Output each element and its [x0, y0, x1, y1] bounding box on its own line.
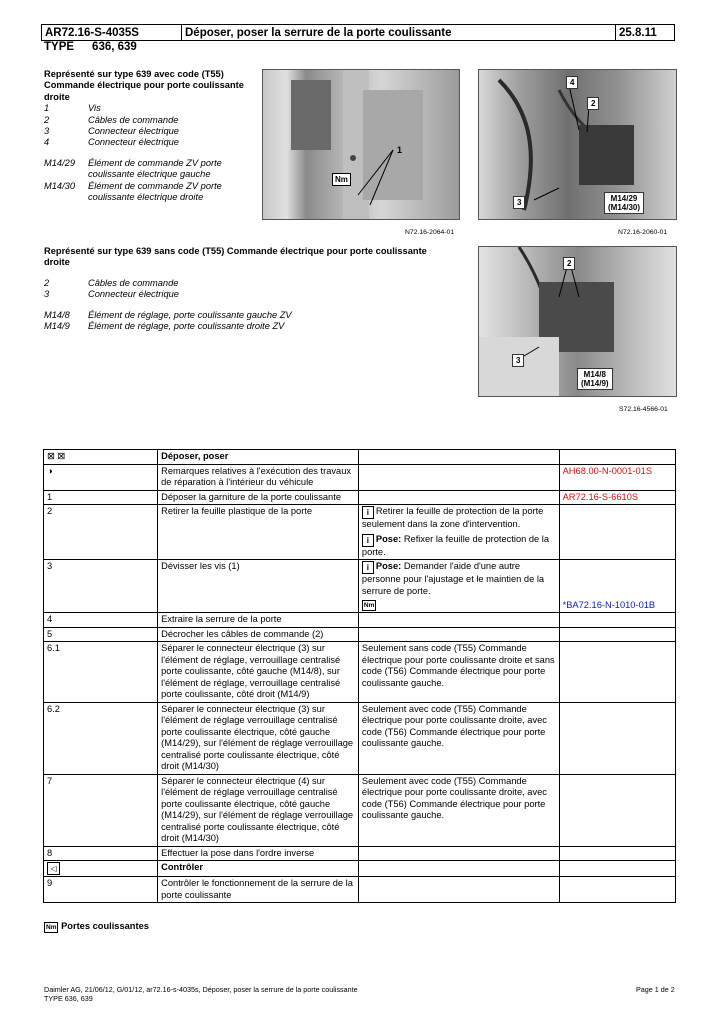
callout-2: 2: [587, 97, 599, 110]
reference-link[interactable]: AH68.00-N-0001-01S: [562, 465, 653, 476]
torque-nm-icon: Nm: [332, 173, 351, 186]
fig2-caption: N72.16-2060-01: [618, 229, 668, 236]
section1-heading: Représenté sur type 639 avec code (T55) Commande électrique pour porte coulissante droite: [44, 69, 244, 102]
figure-lock-without-t55: [478, 246, 677, 397]
step-action: Contrôler: [158, 861, 359, 877]
table-row: [44, 560, 676, 613]
step-number: 7: [44, 774, 158, 846]
callout-4: 4: [566, 76, 578, 89]
document-header: [41, 24, 675, 41]
legend-item: 3 Connecteur électrique: [44, 126, 179, 137]
component-label: M14/29 (M14/30): [604, 192, 644, 214]
step-number: 6.2: [44, 702, 158, 774]
table-row: [44, 877, 676, 903]
torque-section-label: Portes coulissantes: [61, 921, 149, 931]
table-row: [44, 464, 676, 490]
check-icon: ◁: [44, 861, 158, 877]
legend-item: M14/29 Élément de commande ZV porte coulissante électrique gauche: [44, 157, 222, 180]
callout-3: 3: [513, 196, 525, 209]
header-title: Déposer, poser: [158, 450, 359, 465]
type-label: TYPE: [44, 41, 75, 53]
step-action: Contrôler le fonctionnement de la serrure de la porte coulissante: [158, 877, 359, 903]
component-label: M14/8 (M14/9): [577, 368, 613, 390]
procedure-table: [43, 449, 676, 903]
step-notes: Seulement avec code (T55) Commande électrique pour porte coulissante droite, avec code (T56) Commande électrique pour porte coulissante gauche.: [358, 774, 559, 846]
step-action: Séparer le connecteur électrique (3) sur l'élément de réglage verrouillage centralisé porte coulissante électrique, côté gauche (M14/29), sur l'élément de réglage verrouillage centralisé porte coulissante électrique, côté droit (M14/30): [158, 702, 359, 774]
step-action: Extraire la serrure de la porte: [158, 613, 359, 628]
table-row: [44, 627, 676, 642]
info-icon: i: [362, 534, 374, 547]
step-number: 3: [44, 560, 158, 613]
table-row: [44, 642, 676, 703]
step-number: 9: [44, 877, 158, 903]
step-action: Séparer le connecteur électrique (4) sur l'élément de réglage verrouillage centralisé porte coulissante électrique, côté gauche (M14/29), sur l'élément de réglage verrouillage centralisé porte coulissante électrique, côté droit (M14/30): [158, 774, 359, 846]
table-row: [44, 861, 676, 877]
figure-door-lock-mounted: [262, 69, 460, 220]
step-number: 2: [44, 505, 158, 560]
step-action: Remarques relatives à l'exécution des travaux de réparation à l'intérieur du véhicule: [158, 464, 359, 490]
callout-2: 2: [563, 257, 575, 270]
step-number: 6.1: [44, 642, 158, 703]
legend-item: 3 Connecteur électrique: [44, 289, 179, 300]
figure2-drawing: [479, 70, 676, 219]
page-number: Page 1 de 2: [636, 985, 675, 994]
step-notes: Seulement sans code (T55) Commande électrique pour porte coulissante droite et sans code (T56) Commande électrique pour porte coulissante gauche.: [358, 642, 559, 703]
torque-nm-icon: Nm: [363, 602, 375, 609]
legend-item: 4 Connecteur électrique: [44, 137, 179, 148]
callout-3: 3: [512, 354, 524, 367]
figure1-drawing: [263, 70, 459, 219]
table-row: [44, 613, 676, 628]
footer: [44, 985, 358, 1003]
doc-date: 25.8.11: [616, 25, 675, 41]
step-notes: Seulement avec code (T55) Commande électrique pour porte coulissante droite, avec code (T56) Commande électrique pour porte coulissante gauche.: [358, 702, 559, 774]
step-action: Décrocher les câbles de commande (2): [158, 627, 359, 642]
section1-text: [44, 69, 254, 203]
section2-text: [44, 246, 454, 332]
step-notes: i Retirer la feuille de protection de la porte seulement dans la zone d'intervention. i Pose: Refixer la feuille de protection de la porte.: [358, 505, 559, 560]
figure-lock-cables: [478, 69, 677, 220]
table-row: [44, 702, 676, 774]
info-icon: i: [362, 506, 374, 519]
step-number: ◑: [44, 464, 158, 490]
torque-section-heading: [44, 921, 149, 933]
step-action: Déposer la garniture de la porte coulissante: [158, 490, 359, 505]
table-row: [44, 490, 676, 505]
doc-title: Déposer, poser la serrure de la porte coulissante: [182, 25, 616, 41]
legend-item: 1 Vis: [44, 103, 101, 114]
torque-nm-icon: Nm: [46, 924, 57, 931]
fig1-caption: N72.16-2064-01: [405, 229, 455, 236]
legend-item: 2 Câbles de commande: [44, 114, 179, 125]
fig3-caption: S72.16-4566-01: [619, 406, 668, 413]
footer-line2: TYPE 636, 639: [44, 994, 93, 1003]
table-row: [44, 774, 676, 846]
info-icon: i: [362, 561, 374, 574]
section2-heading: Représenté sur type 639 sans code (T55) Commande électrique pour porte coulissante droite: [44, 246, 427, 268]
callout-1: 1: [397, 145, 403, 155]
legend-item: 2 Câbles de commande: [44, 277, 179, 288]
step-number: 5: [44, 627, 158, 642]
step-number: 4: [44, 613, 158, 628]
type-value: 636, 639: [92, 41, 137, 53]
reference-link[interactable]: AR72.16-S-6610S: [562, 491, 639, 502]
footer-line1: Daimler AG, 21/06/12, G/01/12, ar72.16-s-4035s, Déposer, poser la serrure de la porte coulissante: [44, 985, 358, 994]
step-action: Effectuer la pose dans l'ordre inverse: [158, 846, 359, 861]
doc-id: AR72.16-S-4035S: [42, 25, 182, 41]
table-row: [44, 846, 676, 861]
table-header-row: [44, 450, 676, 465]
step-number: 8: [44, 846, 158, 861]
table-row: [44, 505, 676, 560]
reference-link[interactable]: *BA72.16-N-1010-01B: [562, 599, 656, 610]
legend-item: M14/8 Élément de réglage, porte coulissante gauche ZV: [44, 309, 292, 320]
legend-item: M14/9 Élément de réglage, porte coulissante droite ZV: [44, 321, 285, 332]
step-action: Retirer la feuille plastique de la porte: [158, 505, 359, 560]
step-action: Séparer le connecteur électrique (3) sur l'élément de réglage, verrouillage centralisé porte coulissante, côté gauche (M14/8), sur l'élément de réglage, verrouillage centralisé porte coulissante, côté droit (M14/9): [158, 642, 359, 703]
type-line: [44, 41, 137, 53]
step-action: Dévisser les vis (1): [158, 560, 359, 613]
legend-item: M14/30 Élément de commande ZV porte coulissante électrique droite: [44, 180, 222, 203]
step-notes: i Pose: Demander l'aide d'une autre personne pour l'ajustage et le maintien de la serrure de porte. Nm: [358, 560, 559, 613]
step-number: 1: [44, 490, 158, 505]
header-symbols: ⊠ ⊠: [44, 450, 158, 465]
